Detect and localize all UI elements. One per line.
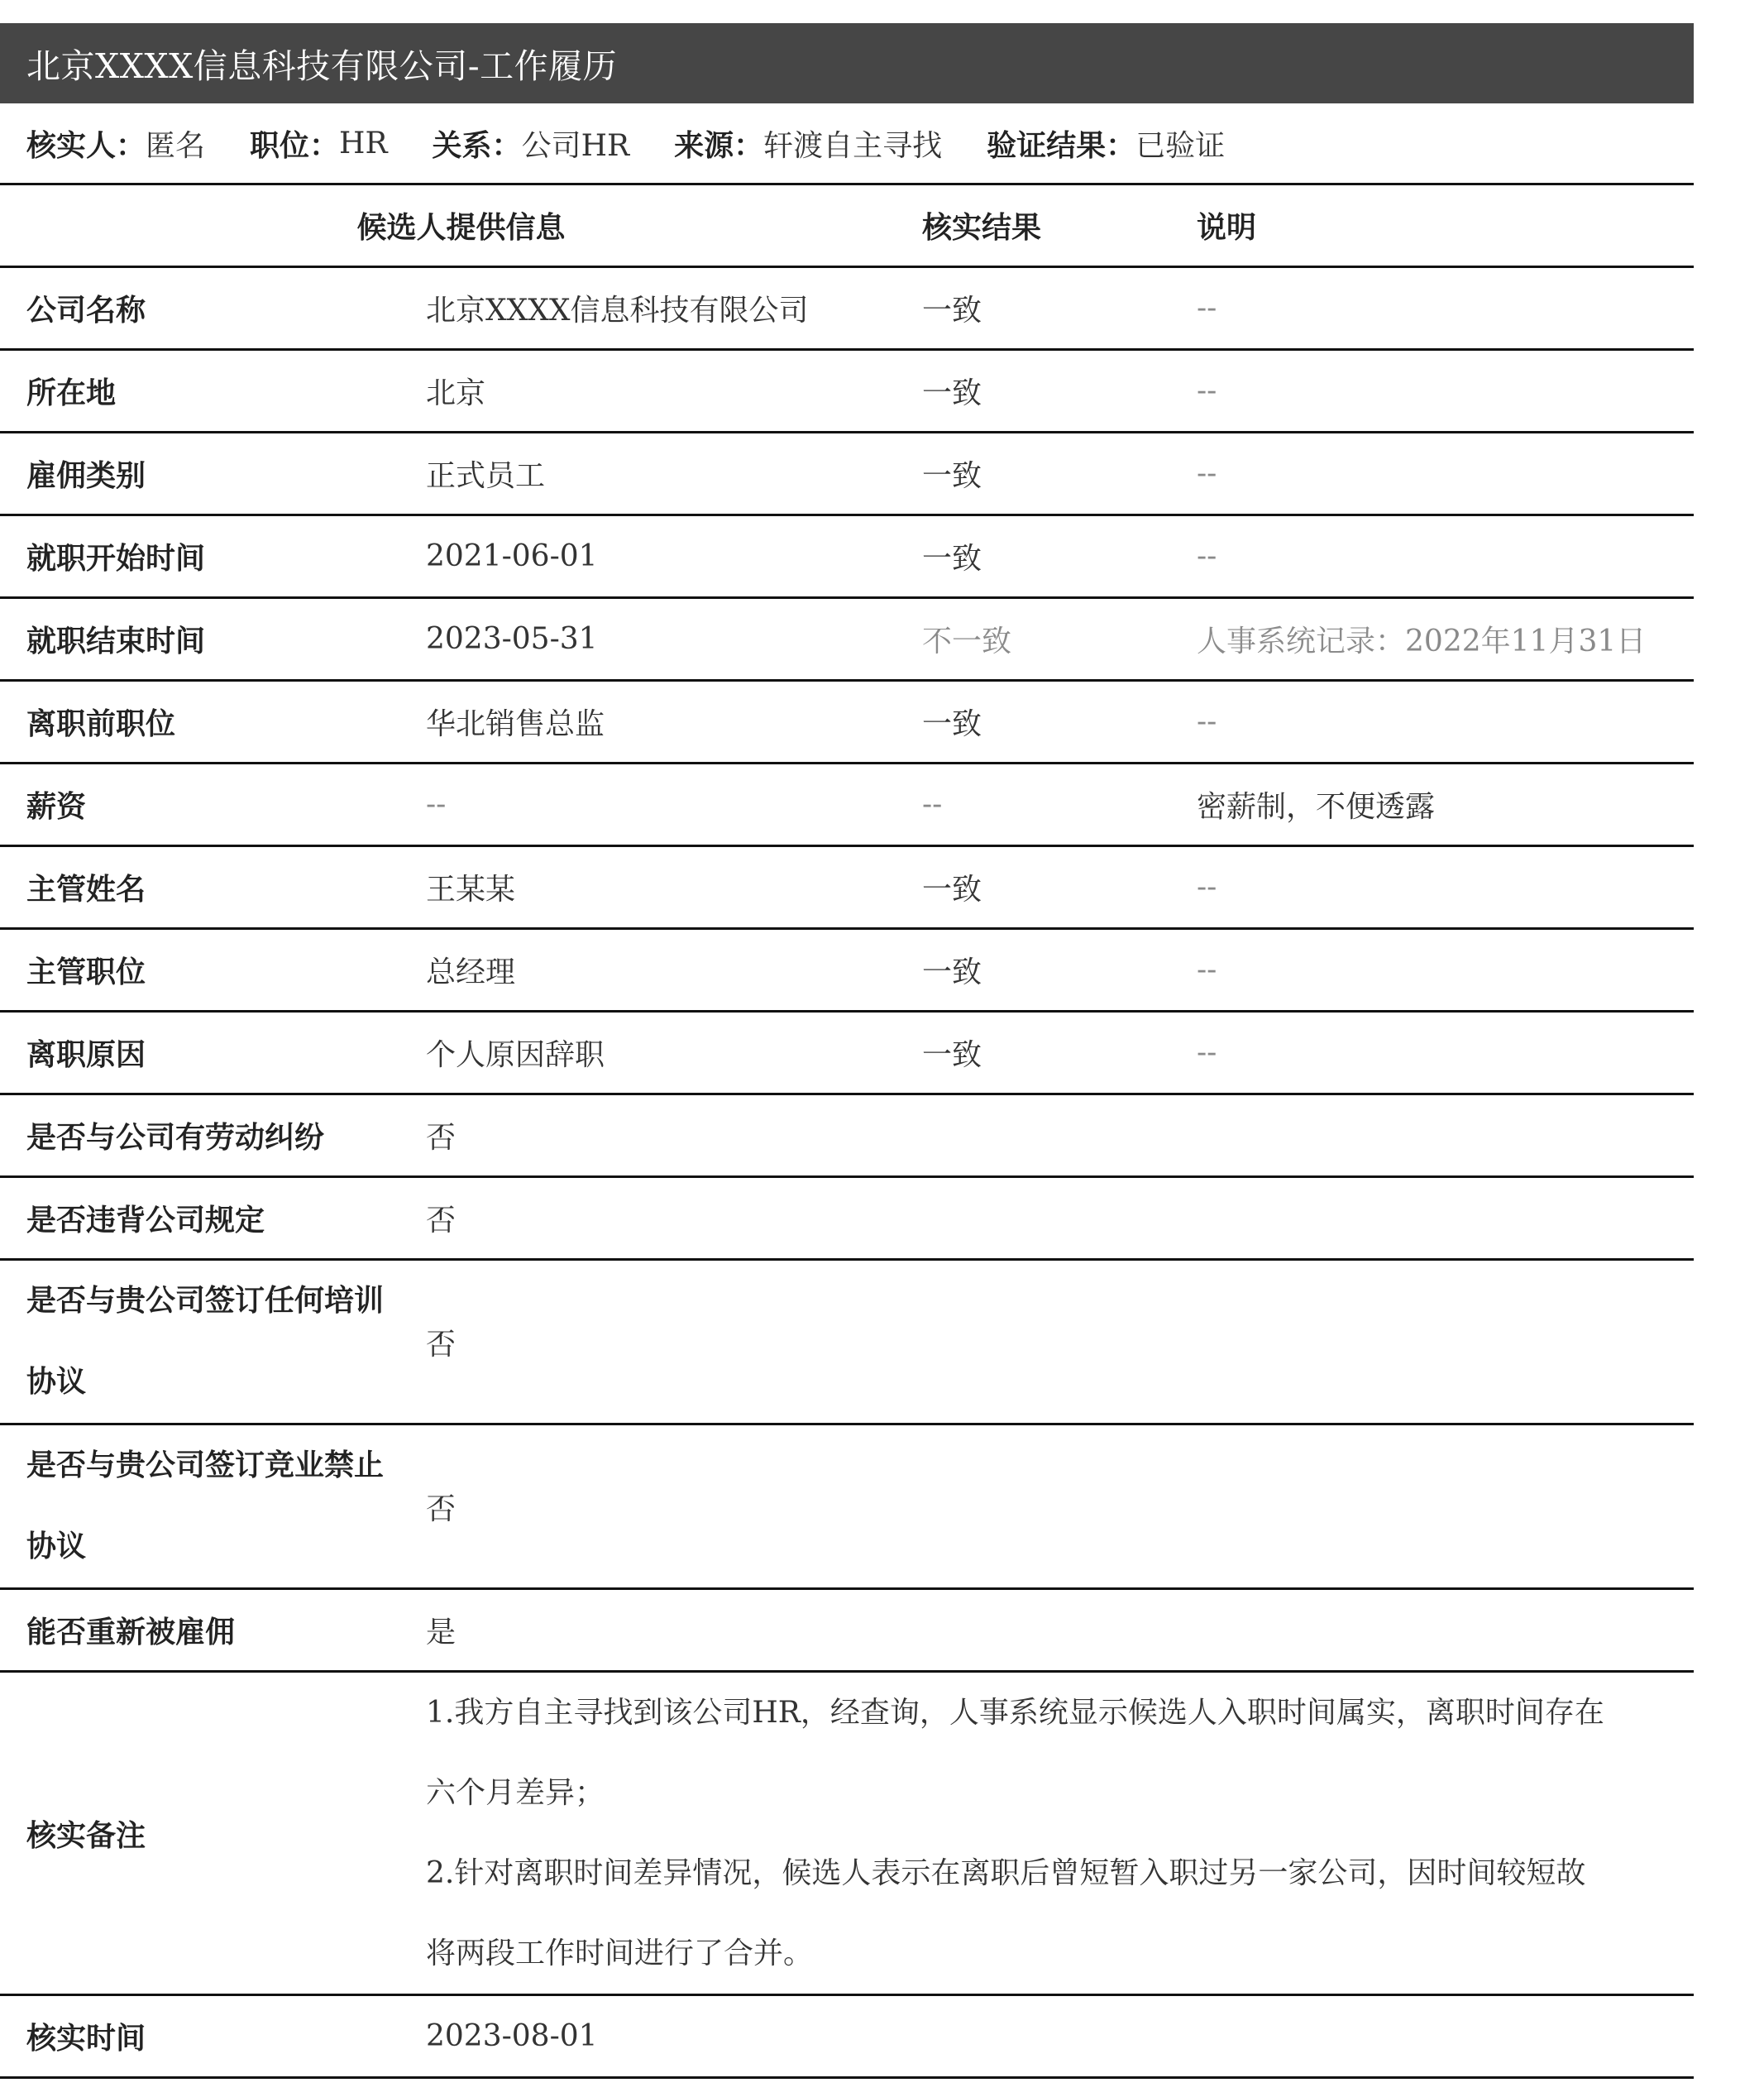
row-note: -- xyxy=(1197,433,1694,515)
source-value: 轩渡自主寻找 xyxy=(763,128,943,163)
row-result: 一致 xyxy=(922,681,1197,764)
row-value: 2021-06-01 xyxy=(426,515,922,598)
row-value: 总经理 xyxy=(426,929,922,1012)
row-result-mismatch: 不一致 xyxy=(922,598,1197,681)
verify-time-label: 核实时间 xyxy=(0,1995,426,2078)
question-row xyxy=(0,1260,1694,1424)
question-label-line2: 协议 xyxy=(26,1365,87,1399)
table-row xyxy=(0,515,1694,598)
question-answer: 否 xyxy=(426,1424,1694,1589)
row-value: 个人原因辞职 xyxy=(426,1012,922,1094)
row-result: 一致 xyxy=(922,350,1197,433)
question-label xyxy=(0,1424,426,1589)
row-note: -- xyxy=(1197,846,1694,929)
remarks-line: 六个月差异； xyxy=(426,1776,605,1810)
remarks-line: 1.我方自主寻找到该公司HR，经查询，人事系统显示候选人入职时间属实，离职时间存在 xyxy=(426,1696,1604,1730)
row-note: -- xyxy=(1197,929,1694,1012)
question-label-line1: 是否与贵公司签订竞业禁止 xyxy=(26,1448,385,1482)
question-answer: 否 xyxy=(426,1260,1694,1424)
question-answer: 否 xyxy=(426,1177,1694,1260)
question-label: 是否违背公司规定 xyxy=(0,1177,426,1260)
row-label: 主管职位 xyxy=(0,929,426,1012)
row-result: 一致 xyxy=(922,515,1197,598)
verifier-value: 匿名 xyxy=(146,128,206,163)
row-result: 一致 xyxy=(922,433,1197,515)
question-row xyxy=(0,1094,1694,1177)
position-label: 职位： xyxy=(250,128,340,163)
report-title xyxy=(0,23,1694,103)
table-header-row xyxy=(0,185,1694,267)
report-title-text: 北京XXXX信息科技有限公司-工作履历 xyxy=(26,46,618,86)
row-note: -- xyxy=(1197,350,1694,433)
question-row xyxy=(0,1177,1694,1260)
row-note: -- xyxy=(1197,267,1694,350)
header-result: 核实结果 xyxy=(922,185,1197,267)
question-answer: 否 xyxy=(426,1094,1694,1177)
table-row xyxy=(0,681,1694,764)
row-result: 一致 xyxy=(922,267,1197,350)
row-value: 王某某 xyxy=(426,846,922,929)
result-value: 已验证 xyxy=(1135,128,1226,163)
remarks-line: 将两段工作时间进行了合并。 xyxy=(426,1937,814,1970)
header-note: 说明 xyxy=(1197,185,1694,267)
table-row xyxy=(0,433,1694,515)
row-label: 主管姓名 xyxy=(0,846,426,929)
verifier-label: 核实人： xyxy=(26,128,146,163)
row-value: -- xyxy=(426,764,922,846)
position-value: HR xyxy=(339,126,388,160)
question-label-line2: 协议 xyxy=(26,1530,87,1563)
row-note: 密薪制，不便透露 xyxy=(1197,764,1694,846)
remarks-label: 核实备注 xyxy=(0,1672,426,1995)
header-candidate-info: 候选人提供信息 xyxy=(0,185,922,267)
row-label: 离职前职位 xyxy=(0,681,426,764)
table-row xyxy=(0,764,1694,846)
table-row xyxy=(0,929,1694,1012)
verification-meta xyxy=(0,103,1694,185)
row-value: 北京XXXX信息科技有限公司 xyxy=(426,267,922,350)
question-label: 是否与公司有劳动纠纷 xyxy=(0,1094,426,1177)
row-note: -- xyxy=(1197,1012,1694,1094)
result-label: 验证结果： xyxy=(987,128,1136,163)
row-label: 公司名称 xyxy=(0,267,426,350)
verify-time-value: 2023-08-01 xyxy=(426,1995,1694,2078)
source-label: 来源： xyxy=(674,128,764,163)
question-label xyxy=(0,1260,426,1424)
table-row xyxy=(0,846,1694,929)
row-label: 就职结束时间 xyxy=(0,598,426,681)
verify-time-row xyxy=(0,1995,1694,2078)
row-note: 人事系统记录：2022年11月31日 xyxy=(1197,598,1694,681)
remarks-line: 2.针对离职时间差异情况，候选人表示在离职后曾短暂入职过另一家公司，因时间较短故 xyxy=(426,1856,1586,1890)
row-result: -- xyxy=(922,764,1197,846)
row-value: 正式员工 xyxy=(426,433,922,515)
row-label: 离职原因 xyxy=(0,1012,426,1094)
remarks-row xyxy=(0,1672,1694,1995)
remarks-content xyxy=(426,1672,1694,1995)
row-result: 一致 xyxy=(922,846,1197,929)
relation-value: 公司HR xyxy=(521,128,630,163)
row-label: 就职开始时间 xyxy=(0,515,426,598)
question-row xyxy=(0,1589,1694,1672)
row-result: 一致 xyxy=(922,929,1197,1012)
question-row xyxy=(0,1424,1694,1589)
row-value: 华北销售总监 xyxy=(426,681,922,764)
row-label: 所在地 xyxy=(0,350,426,433)
question-answer: 是 xyxy=(426,1589,1694,1672)
table-row xyxy=(0,598,1694,681)
row-value: 2023-05-31 xyxy=(426,598,922,681)
row-result: 一致 xyxy=(922,1012,1197,1094)
table-row xyxy=(0,350,1694,433)
verification-table xyxy=(0,185,1694,2079)
row-note: -- xyxy=(1197,515,1694,598)
question-label: 能否重新被雇佣 xyxy=(0,1589,426,1672)
row-value: 北京 xyxy=(426,350,922,433)
row-label: 雇佣类别 xyxy=(0,433,426,515)
row-label: 薪资 xyxy=(0,764,426,846)
work-history-report xyxy=(0,23,1694,2079)
table-row xyxy=(0,267,1694,350)
table-row xyxy=(0,1012,1694,1094)
relation-label: 关系： xyxy=(432,128,522,163)
row-note: -- xyxy=(1197,681,1694,764)
question-label-line1: 是否与贵公司签订任何培训 xyxy=(26,1284,385,1318)
